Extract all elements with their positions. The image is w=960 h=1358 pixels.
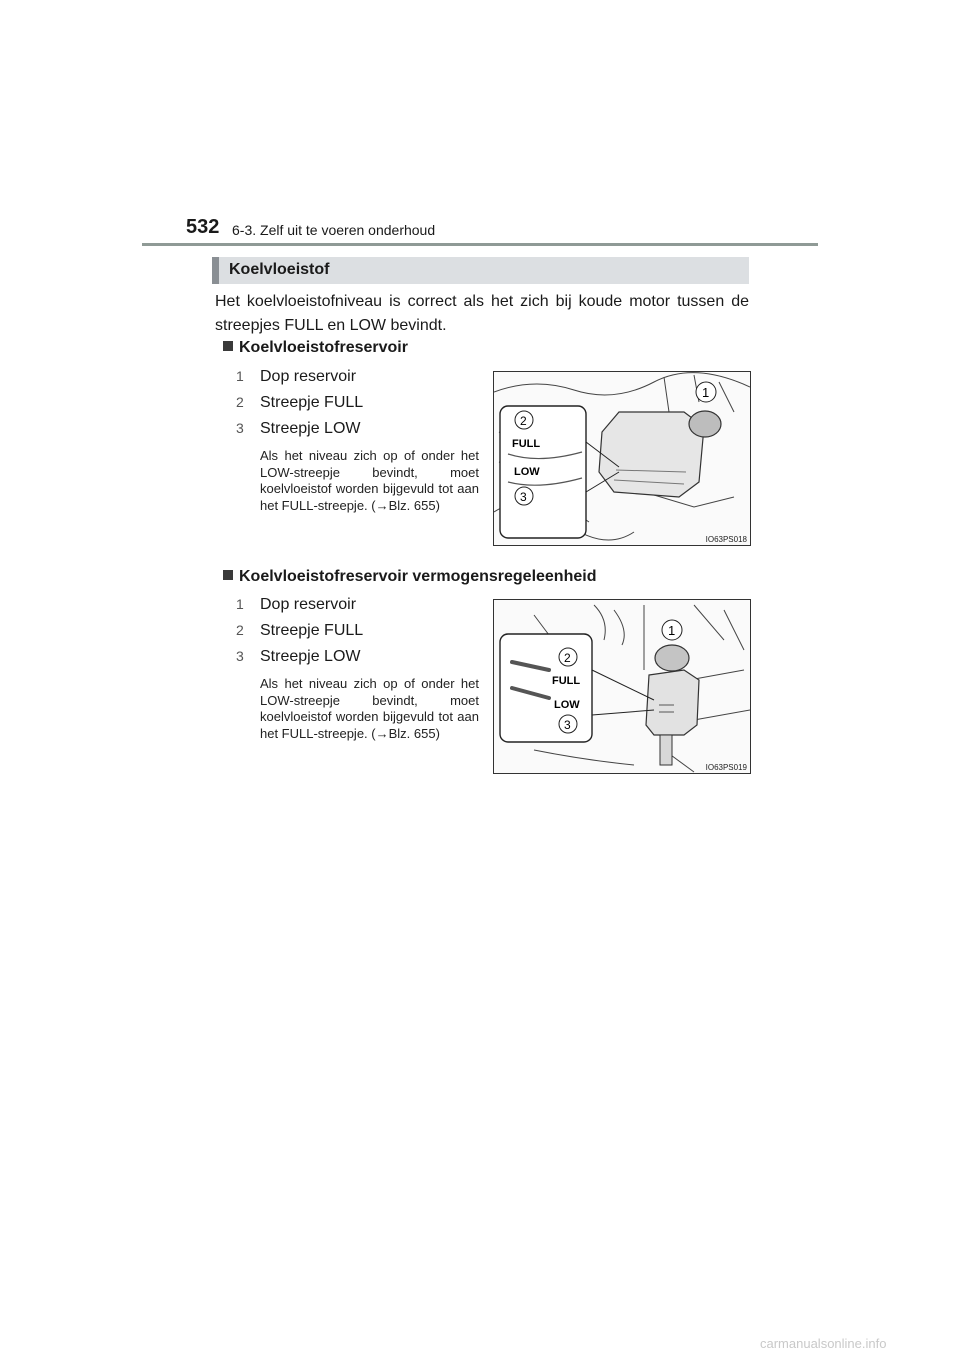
sub-heading-pcu-reservoir [223, 568, 596, 586]
figure-coolant-reservoir [493, 371, 751, 546]
engine-illustration [494, 600, 750, 773]
heading-title: Koelvloeistof [229, 261, 330, 278]
full-mark-text: FULL [512, 438, 541, 450]
callout-number: 3 [236, 420, 244, 436]
callout-number-figure: 1 [702, 385, 710, 400]
callout-number: 1 [236, 368, 244, 384]
intro-paragraph: Het koelvloeistofniveau is correct als het zich bij koude motor tussen de streepjes FULL en LOW bevindt. [215, 293, 749, 334]
callout-label: Streepje FULL [260, 394, 364, 411]
note-text: Als het niveau zich op of onder het LOW-streepje bevindt, moet koelvloeistof worden bijgevuld tot aan het FULL-streepje. (→Blz. 655) [260, 676, 479, 741]
callout-number-figure: 2 [564, 651, 571, 665]
low-mark-text: LOW [514, 466, 540, 478]
reservoir-tank [599, 412, 704, 497]
detail-inset [500, 406, 586, 538]
callout-number: 1 [236, 596, 244, 612]
figure-code: IO63PS018 [705, 535, 747, 544]
callout-number-figure: 3 [520, 490, 527, 504]
callout-number-figure: 3 [564, 718, 571, 732]
full-mark-text: FULL [552, 675, 581, 687]
figure-pcu-reservoir [493, 599, 751, 774]
heading-bar [212, 257, 749, 284]
sub-heading-reservoir [223, 339, 408, 357]
header-rule [142, 243, 818, 246]
callout-label: Streepje FULL [260, 622, 364, 639]
low-mark-text: LOW [554, 699, 580, 711]
page-number: 532 [186, 216, 220, 238]
callout-number: 2 [236, 394, 244, 410]
callout-label: Dop reservoir [260, 596, 357, 613]
callout-number-figure: 1 [668, 623, 676, 638]
engine-illustration [494, 372, 750, 545]
section-title: 6-3. Zelf uit te voeren onderhoud [232, 222, 436, 238]
reservoir-cap [689, 411, 721, 437]
sub-heading-label: Koelvloeistofreservoir vermogensregeleenheid [239, 568, 597, 585]
callout-label: Streepje LOW [260, 648, 361, 665]
square-bullet-icon [223, 570, 233, 580]
square-bullet-icon [223, 341, 233, 351]
reservoir-tank [646, 670, 699, 735]
note-text: Als het niveau zich op of onder het LOW-streepje bevindt, moet koelvloeistof worden bijgevuld tot aan het FULL-streepje. (→Blz. 655) [260, 448, 479, 513]
callout-number-figure: 2 [520, 414, 527, 428]
figure-code: IO63PS019 [705, 763, 747, 772]
callout-number: 3 [236, 648, 244, 664]
sub-heading-label: Koelvloeistofreservoir [239, 339, 408, 356]
reservoir-cap [655, 645, 689, 671]
callout-label: Dop reservoir [260, 368, 357, 385]
watermark: carmanualsonline.info [760, 1336, 887, 1351]
callout-label: Streepje LOW [260, 420, 361, 437]
callout-number: 2 [236, 622, 244, 638]
